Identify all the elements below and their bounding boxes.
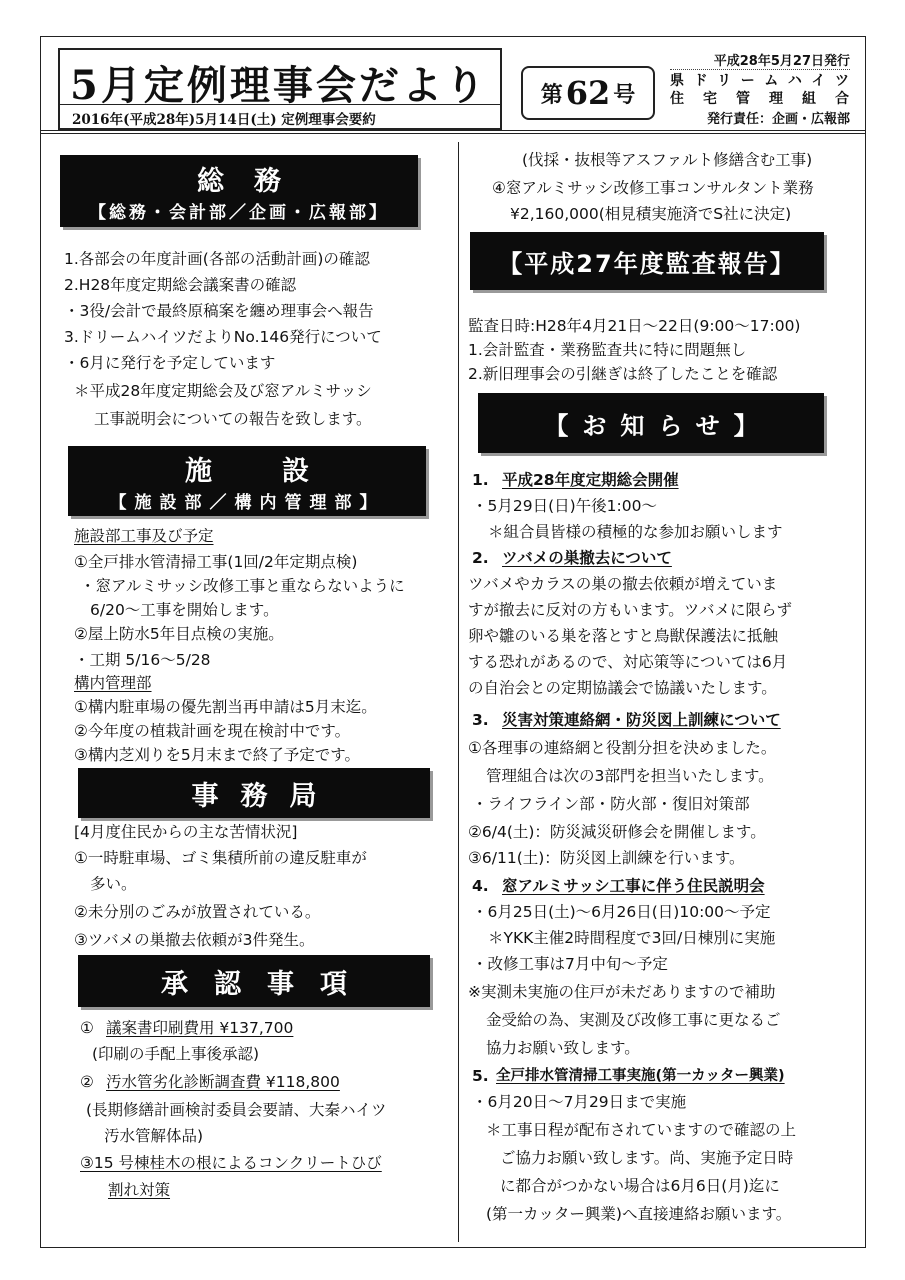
shonin-note: (印刷の手配上事後承認) — [92, 1045, 260, 1063]
notice-line: ＊組合員皆様の積極的な参加お願いします — [488, 523, 783, 541]
notice-heading: 窓アルミサッシ工事に伴う住民説明会 — [502, 877, 765, 895]
title-divider — [60, 104, 500, 105]
jimu-line: ③ツバメの巣撤去依頼が3件発生。 — [74, 931, 315, 949]
shonin-item: 汚水管劣化診断調査費 ¥118,800 — [106, 1073, 340, 1091]
notice-number: 4. — [472, 877, 489, 895]
notice-heading: 全戸排水管清掃工事実施(第一カッター興業) — [496, 1068, 785, 1084]
soumu-line: ・3役/会計で最終原稿案を纏め理事会へ報告 — [64, 302, 374, 320]
shonin-item-no: ① — [80, 1019, 94, 1037]
notice-number: 3. — [472, 711, 489, 729]
soumu-title: 総務 — [197, 166, 311, 197]
notice-line: ツバメやカラスの巣の撤去依頼が増えていま — [468, 575, 778, 593]
shisetsu-line: ①全戸排水管清掃工事(1回/2年定期点検) — [74, 553, 358, 571]
oshirase-banner — [478, 393, 824, 453]
jimu-line: 多い。 — [90, 875, 137, 893]
notice-number: 2. — [472, 549, 489, 567]
soumu-line: 工事説明会についての報告を致します。 — [94, 410, 372, 428]
title-box — [58, 48, 502, 130]
issue-suffix: 号 — [613, 81, 636, 108]
shisetsu-line: ②屋上防水5年目点検の実施。 — [74, 625, 284, 643]
notice-number: 5. — [472, 1067, 489, 1085]
soumu-line: 3.ドリームハイツだよりNo.146発行について — [64, 328, 382, 346]
notice-line: ＊YKK主催2時間程度で3回/日棟別に実施 — [488, 929, 776, 947]
shonin-note: 汚水管解体品) — [104, 1127, 204, 1145]
notice-heading: 災害対策連絡網・防災図上訓練について — [502, 711, 781, 729]
shisetsu-subtitle: 【施設部／構内管理部】 — [109, 493, 385, 513]
soumu-banner — [60, 155, 418, 227]
page-title: 5月定例理事会だより — [70, 62, 488, 109]
notice-line: 金受給の為、実測及び改修工事に更なるご — [486, 1011, 781, 1029]
notice-line: の自治会との定期協議会で協議いたします。 — [468, 679, 777, 697]
issue-date: 平成28年5月27日発行 — [670, 50, 850, 70]
soumu-subtitle: 【総務・会計部／企画・広報部】 — [89, 203, 389, 223]
notice-line: ・5月29日(日)午後1:00～ — [472, 497, 657, 515]
notice-line: に都合がつかない場合は6月6日(月)迄に — [500, 1177, 780, 1195]
jimu-line: [4月度住民からの主な苦情状況] — [74, 823, 298, 841]
shonin-item-no: ② — [80, 1073, 94, 1091]
kansa-line: 2.新旧理事会の引継ぎは終了したことを確認 — [468, 365, 778, 383]
soumu-line: 2.H28年度定期総会議案書の確認 — [64, 276, 297, 294]
notice-line: ①各理事の連絡網と役割分担を決めました。 — [468, 739, 777, 757]
notice-line: (第一カッター興業)へ直接連絡お願います。 — [486, 1205, 792, 1223]
jimu-line: ①一時駐車場、ゴミ集積所前の違反駐車が — [74, 849, 367, 867]
notice-line: ＊工事日程が配布されていますので確認の上 — [486, 1121, 797, 1139]
right-top-line: ④窓アルミサッシ改修工事コンサルタント業務 — [492, 179, 814, 197]
oshirase-title: 【お知らせ】 — [544, 411, 772, 440]
column-divider — [458, 142, 459, 1242]
meeting-date: 2016年(平成28年)5月14日(土) 定例理事会要約 — [72, 112, 376, 128]
shisetsu-line: 6/20～工事を開始します。 — [90, 601, 279, 619]
notice-line: ③6/11(土)：防災図上訓練を行います。 — [468, 849, 745, 867]
jimu-line: ②未分別のごみが放置されている。 — [74, 903, 321, 921]
soumu-line: ＊平成28年度定期総会及び窓アルミサッシ — [74, 382, 372, 400]
notice-line: 協力お願い致します。 — [486, 1039, 640, 1057]
issue-prefix: 第 — [540, 81, 563, 108]
soumu-line: ・6月に発行を予定しています — [64, 354, 276, 372]
shonin-banner — [78, 955, 430, 1007]
notice-line: ご協力お願い致します。尚、実施予定日時 — [500, 1149, 794, 1167]
shonin-item: 議案書印刷費用 ¥137,700 — [106, 1019, 294, 1037]
shonin-title: 承認事項 — [161, 968, 373, 1000]
shisetsu-banner — [68, 446, 426, 516]
notice-line: ・6月20日～7月29日まで実施 — [472, 1093, 687, 1111]
shisetsu-line: ・窓アルミサッシ改修工事と重ならないように — [80, 577, 405, 595]
kansa-line: 監査日時:H28年4月21日～22日(9:00～17:00) — [468, 317, 801, 335]
soumu-line: 1.各部会の年度計画(各部の活動計画)の確認 — [64, 250, 370, 268]
shisetsu-heading: 施設部工事及び予定 — [74, 527, 214, 545]
kounai-heading: 構内管理部 — [74, 674, 152, 692]
notice-line: ②6/4(土)：防災減災研修会を開催します。 — [468, 823, 766, 841]
notice-line: ・改修工事は7月中旬～予定 — [472, 955, 668, 973]
notice-heading: 平成28年度定期総会開催 — [502, 471, 679, 489]
issue-number: 62 — [565, 74, 611, 112]
jimu-title: 事務局 — [191, 780, 339, 812]
issue-number-box — [521, 66, 655, 120]
kounai-line: ①構内駐車場の優先割当再申請は5月末迄。 — [74, 698, 377, 716]
notice-line: 管理組合は次の3部門を担当いたします。 — [486, 767, 774, 785]
responsible-dept: 発行責任：企画・広報部 — [706, 112, 850, 127]
kansa-banner — [470, 232, 824, 290]
kounai-line: ②今年度の植栽計画を現在検討中です。 — [74, 722, 351, 740]
shisetsu-line: ・工期 5/16～5/28 — [74, 651, 211, 669]
notice-line: ・6月25日(土)～6月26日(日)10:00～予定 — [472, 903, 771, 921]
notice-heading: ツバメの巣撤去について — [502, 549, 672, 567]
notice-line: ※実測未実施の住戸が未だありますので補助 — [468, 983, 776, 1001]
shonin-note: (長期修繕計画検討委員会要請、大秦ハイツ — [86, 1101, 387, 1119]
shonin-item: 割れ対策 — [108, 1181, 171, 1199]
jimu-banner — [78, 768, 430, 818]
shonin-item: ③15 号棟桂木の根によるコンクリートひび — [80, 1154, 382, 1172]
right-top-line: (伐採・抜根等アスファルト修繕含む工事) — [522, 151, 813, 169]
kansa-line: 1.会計監査・業務監査共に特に問題無し — [468, 341, 747, 359]
kounai-line: ③構内芝刈りを5月末まで終了予定です。 — [74, 746, 361, 764]
notice-line: ・ライフライン部・防火部・復旧対策部 — [472, 795, 750, 813]
notice-line: 卵や雛のいる巣を落とすと鳥獣保護法に抵触 — [468, 627, 779, 645]
org-name-2: 住宅管理組合 — [670, 91, 850, 107]
org-name-1: 県ドリームハイツ — [670, 73, 850, 89]
notice-line: する恐れがあるので、対応策等については6月 — [468, 653, 788, 671]
notice-number: 1. — [472, 471, 489, 489]
shisetsu-title: 施設 — [185, 456, 379, 487]
kansa-title: 【平成27年度監査報告】 — [498, 249, 796, 278]
right-top-line: ¥2,160,000(相見積実施済でS社に決定) — [510, 205, 792, 223]
notice-line: すが撤去に反対の方もいます。ツバメに限らず — [468, 601, 792, 619]
